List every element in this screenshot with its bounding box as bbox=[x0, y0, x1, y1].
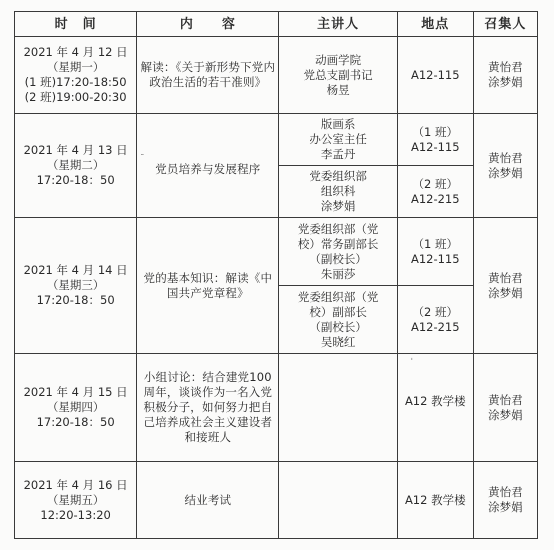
convener-cell bbox=[473, 354, 537, 462]
weekday-text: （星期四） bbox=[46, 400, 105, 414]
time-cell bbox=[15, 354, 137, 462]
time-cell bbox=[15, 37, 137, 114]
speaker-line: 动画学院 bbox=[315, 52, 362, 67]
date-text: 2021 年 4 月 13 日 bbox=[23, 143, 128, 157]
speaker-line: （副校长） bbox=[309, 319, 367, 334]
speaker-cell bbox=[279, 37, 397, 114]
header-time: 时 间 bbox=[15, 12, 137, 37]
pen-mark-icon: ˈ bbox=[410, 357, 413, 366]
date-text: 2021 年 4 月 12 日 bbox=[23, 45, 128, 59]
room-label: A12 教学楼 bbox=[404, 394, 466, 408]
place-cell bbox=[397, 286, 473, 354]
speaker-cell bbox=[279, 462, 397, 539]
convener-cell bbox=[473, 37, 537, 114]
place-cell: A12-115 bbox=[397, 37, 473, 114]
speaker-line: 党委组织部（党 bbox=[297, 289, 379, 304]
convener-name: 黄怡君 bbox=[488, 60, 523, 74]
convener-cell bbox=[473, 218, 537, 354]
convener-name: 黄怡君 bbox=[488, 392, 523, 407]
content-cell: 小组讨论：结合建党100 周年，谈谈作为一名入党积极分子，如何努力把自己培养成社会主义建设者和接班人 bbox=[137, 354, 279, 462]
room-label: A12-115 bbox=[410, 139, 460, 154]
convener-cell bbox=[473, 462, 537, 539]
place-cell bbox=[397, 354, 473, 462]
time-text: (1 班)17:20-18:50 bbox=[24, 75, 127, 89]
table-row bbox=[15, 114, 538, 166]
time-text: 17:20-18：50 bbox=[36, 415, 115, 429]
room-label: A12-215 bbox=[410, 191, 460, 206]
time-text: 17:20-18：50 bbox=[36, 293, 115, 307]
convener-cell bbox=[473, 114, 537, 218]
place-cell: A12 教学楼 bbox=[397, 462, 473, 539]
content-cell: 结业考试 bbox=[137, 462, 279, 539]
weekday-text: （星期五） bbox=[46, 492, 105, 507]
time-cell bbox=[15, 462, 137, 539]
table-row bbox=[15, 218, 538, 286]
content-cell: ˜ 党员培养与发展程序 bbox=[137, 114, 279, 218]
header-content: 内 容 bbox=[137, 12, 279, 37]
convener-name: 黄怡君 bbox=[488, 485, 523, 499]
schedule-table bbox=[14, 11, 538, 539]
speaker-cell bbox=[279, 354, 397, 462]
speaker-line: 党委组织部 bbox=[309, 169, 367, 183]
place-cell bbox=[397, 114, 473, 166]
speaker-name: 吴晓红 bbox=[320, 334, 356, 349]
time-cell bbox=[15, 218, 137, 354]
convener-name: 黄怡君 bbox=[488, 150, 523, 165]
class-label: （1 班） bbox=[412, 236, 459, 251]
speaker-line: 版画系 bbox=[320, 117, 356, 131]
class-label: （2 班） bbox=[412, 176, 459, 191]
date-text: 2021 年 4 月 14 日 bbox=[23, 263, 128, 277]
speaker-line: （副校长） bbox=[309, 251, 367, 266]
weekday-text: （星期一） bbox=[46, 60, 105, 74]
speaker-cell bbox=[279, 218, 397, 286]
header-speaker: 主讲人 bbox=[279, 12, 397, 37]
time-text: 12:20-13:20 bbox=[40, 507, 111, 522]
header-convener: 召集人 bbox=[473, 12, 537, 37]
room-label: A12-215 bbox=[410, 319, 460, 334]
speaker-name: 杨昱 bbox=[326, 82, 350, 97]
convener-name: 涂梦娟 bbox=[488, 500, 523, 514]
content-cell: 解读：《关于新形势下党内政治生活的若干准则》 bbox=[137, 37, 279, 114]
header-row bbox=[15, 12, 538, 37]
table-row bbox=[15, 354, 538, 462]
room-label: A12-115 bbox=[410, 251, 460, 266]
pen-mark-icon: ˜ bbox=[140, 153, 145, 162]
place-cell bbox=[397, 166, 473, 218]
speaker-line: 校）副部长 bbox=[309, 304, 367, 319]
weekday-text: （星期三） bbox=[46, 278, 105, 292]
speaker-line: 校）常务副部长 bbox=[297, 236, 379, 251]
speaker-cell bbox=[279, 286, 397, 354]
speaker-cell bbox=[279, 114, 397, 166]
speaker-name: 涂梦娟 bbox=[320, 199, 356, 213]
speaker-cell bbox=[279, 166, 397, 218]
class-label: （1 班） bbox=[412, 124, 459, 139]
time-text: 17:20-18：50 bbox=[36, 173, 115, 187]
content-cell: 党的基本知识：解读《中国共产党章程》 bbox=[137, 218, 279, 354]
convener-name: 涂梦娟 bbox=[488, 407, 523, 422]
date-text: 2021 年 4 月 16 日 bbox=[23, 477, 128, 492]
time-text: (2 班)19:00-20:30 bbox=[24, 90, 127, 104]
speaker-line: 党委组织部（党 bbox=[297, 221, 379, 236]
header-place: 地点 bbox=[397, 12, 473, 37]
speaker-name: 李孟丹 bbox=[320, 147, 356, 161]
date-text: 2021 年 4 月 15 日 bbox=[23, 385, 128, 399]
convener-name: 涂梦娟 bbox=[488, 165, 523, 180]
place-cell bbox=[397, 218, 473, 286]
speaker-line: 党总支副书记 bbox=[303, 67, 373, 82]
convener-name: 涂梦娟 bbox=[488, 285, 523, 300]
convener-name: 黄怡君 bbox=[488, 270, 523, 285]
speaker-name: 朱丽莎 bbox=[320, 266, 356, 281]
speaker-line: 办公室主任 bbox=[309, 132, 367, 146]
speaker-line: 组织科 bbox=[320, 184, 356, 198]
table-row bbox=[15, 37, 538, 114]
weekday-text: （星期二） bbox=[46, 158, 105, 172]
table-row bbox=[15, 462, 538, 539]
class-label: （2 班） bbox=[412, 304, 459, 319]
convener-name: 涂梦娟 bbox=[488, 75, 523, 89]
time-cell bbox=[15, 114, 137, 218]
